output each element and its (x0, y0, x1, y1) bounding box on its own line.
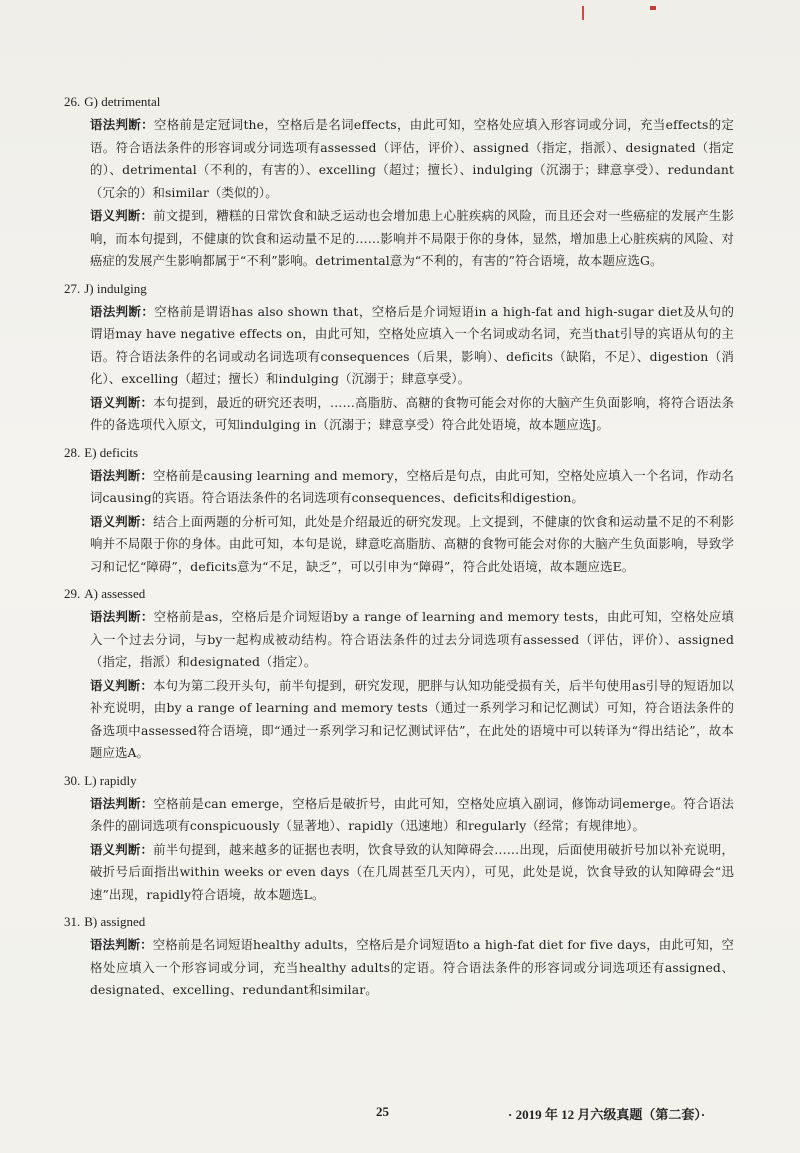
grammar-judgment: 语法判断：空格前是can emerge，空格后是破折号，由此可知，空格处应填入副词，修饰动词emerge。符合语法条件的副词选项有conspicuously（显著地）、rapidly（迅速地）和regularly（经常；有规律地）。 (90, 795, 734, 833)
answer-heading: 27. J) indulging (64, 280, 147, 296)
meaning-judgment: 语义判断：本句提到，最近的研究还表明，……高脂肪、高糖的食物可能会对你的大脑产生负面影响，将符合语法条件的备选项代入原文，可知indulging in（沉溺于；肆意享受）符合此处语境，故本题应选J。 (90, 394, 734, 432)
answer-heading: 31. B) assigned (64, 914, 146, 929)
answer-item-30 (64, 771, 734, 907)
answer-heading: 26. G) detrimental (64, 94, 161, 109)
grammar-judgment: 语法判断：空格前是as，空格后是介词短语by a range of learning and memory tests，由此可知，空格处应填入一个过去分词，与by一起构成被动结构。符合语法条件的过去分词选项有assessed（评估，评价）、assigned（指定，指派）和designated（指定）。 (90, 609, 735, 669)
page-number: 25 (376, 1104, 389, 1119)
exam-title: · 2019 年 12 月六级真题（第二套）· (508, 1107, 706, 1122)
meaning-judgment: 语义判断：本句为第二段开头句，前半句提到，研究发现，肥胖与认知功能受损有关，后半句使用as引导的短语加以补充说明，由by a range of learning and memory tests（通过一系列学习和记忆测试）可知，符合语法条件的备选项中assessed符合语境，即“通过一系列学习和记忆测试评估”，在此处的语境中可以转译为“得出结论”，故本题应选A。 (90, 677, 735, 760)
meaning-judgment: 语义判断：前文提到，糟糕的日常饮食和缺乏运动也会增加患上心脏疾病的风险，而且还会对一些癌症的发展产生影响，而本句提到，不健康的饮食和运动量不足的……影响并不局限于你的身体，显然，增加患上心脏疾病的风险、对癌症的发展产生影响都属于“不利”影响。detrimental意为“不利的，有害的”符合语境，故本题应选G。 (90, 208, 734, 268)
answer-item-28 (64, 443, 734, 579)
grammar-judgment: 语法判断：空格前是名词短语healthy adults，空格后是介词短语to a high-fat diet for five days，由此可知，空格处应填入一个形容词或分词，充当healthy adults的定语。符合语法条件的形容词或分词选项还有assigned、designated、excelling、redundant和similar。 (90, 937, 734, 997)
answer-item-31 (64, 912, 734, 1002)
meaning-judgment: 语义判断：结合上面两题的分析可知，此处是介绍最近的研究发现。上文提到，不健康的饮食和运动量不足的不利影响并不局限于你的身体。由此可知，本句是说，肆意吃高脂肪、高糖的食物可能会对你的大脑产生负面影响，导致学习和记忆“障碍”，deficits意为“不足，缺乏”，可以引申为“障碍”，符合此处语境，故本题应选E。 (90, 513, 734, 574)
answer-heading: 29. A) assessed (64, 586, 146, 601)
ink-mark (582, 6, 584, 20)
page-footer (0, 1104, 800, 1124)
grammar-judgment: 语法判断：空格前是causing learning and memory，空格后是句点，由此可知，空格处应填入一个名词，作动名词causing的宾语。符合语法条件的名词选项有consequences、deficits和digestion。 (90, 467, 734, 505)
answer-item-26 (64, 92, 734, 273)
ink-mark (650, 6, 656, 10)
answer-explanations (64, 92, 734, 1008)
meaning-judgment: 语义判断：前半句提到，越来越多的证据也表明，饮食导致的认知障碍会……出现，后面使用破折号加以补充说明，破折号后面指出within weeks or even days（在几周甚至几天内），可见，此处是说，饮食导致的认知障碍会“迅速”出现，rapidly符合语境，故本题选L。 (90, 841, 734, 902)
answer-item-29 (64, 584, 734, 765)
answer-item-27 (64, 279, 734, 437)
answer-heading: 30. L) rapidly (64, 772, 137, 788)
grammar-judgment: 语法判断：空格前是谓语has also shown that，空格后是介词短语in a high-fat and high-sugar diet及从句的谓语may have negative effects on，由此可知，空格处应填入一个名词或动名词，充当that引导的宾语从句的主语。符合语法条件的名词或动名词选项有consequences（后果，影响）、deficits（缺陷，不足）、digestion（消化）、excelling（超过；擅长）和indulging（沉溺于；肆意享受）。 (90, 303, 735, 386)
grammar-judgment: 语法判断：空格前是定冠词the，空格后是名词effects，由此可知，空格处应填入形容词或分词，充当effects的定语。符合语法条件的形容词或分词选项有assessed（评估，评价）、assigned（指定，指派）、designated（指定的）、detrimental（不利的，有害的）、excelling（超过；擅长）、indulging（沉溺于；肆意享受）、redundant（冗余的）和similar（类似的）。 (90, 117, 735, 200)
answer-heading: 28. E) deficits (64, 444, 139, 460)
